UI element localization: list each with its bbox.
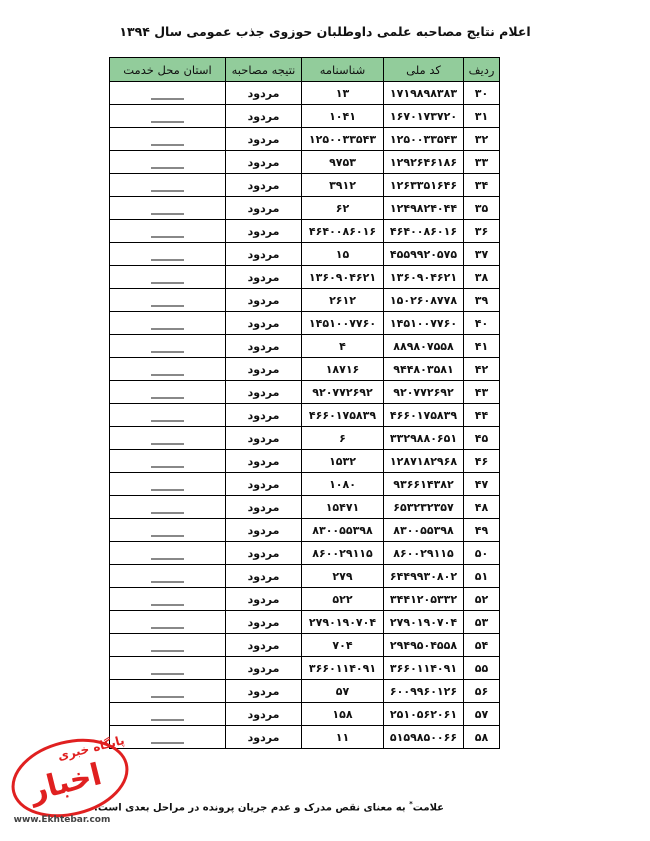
cell-result: مردود [226, 220, 302, 243]
cell-row-number: ۳۲ [464, 128, 500, 151]
cell-certificate: ۱۵۸ [302, 703, 384, 726]
footnote-prefix: علامت [412, 802, 444, 814]
cell-row-number: ۴۲ [464, 358, 500, 381]
cell-result: مردود [226, 519, 302, 542]
cell-certificate: ۱۵ [302, 243, 384, 266]
cell-certificate: ۳۹۱۲ [302, 174, 384, 197]
cell-province: ______ [110, 427, 226, 450]
cell-row-number: ۴۵ [464, 427, 500, 450]
cell-province: ______ [110, 496, 226, 519]
table-row [110, 266, 500, 289]
cell-result: مردود [226, 588, 302, 611]
cell-result: مردود [226, 680, 302, 703]
cell-row-number: ۴۸ [464, 496, 500, 519]
cell-national-id: ۹۲۰۷۷۲۶۹۲ [384, 381, 464, 404]
cell-result: مردود [226, 450, 302, 473]
table-row [110, 542, 500, 565]
cell-certificate: ۵۷ [302, 680, 384, 703]
cell-result: مردود [226, 174, 302, 197]
cell-province: ______ [110, 473, 226, 496]
cell-national-id: ۱۶۷۰۱۷۳۷۲۰ [384, 105, 464, 128]
cell-certificate: ۱۰۸۰ [302, 473, 384, 496]
cell-result: مردود [226, 197, 302, 220]
cell-row-number: ۵۵ [464, 657, 500, 680]
cell-row-number: ۵۶ [464, 680, 500, 703]
cell-province: ______ [110, 151, 226, 174]
cell-national-id: ۸۶۰۰۲۹۱۱۵ [384, 542, 464, 565]
cell-province: ______ [110, 82, 226, 105]
cell-result: مردود [226, 151, 302, 174]
cell-row-number: ۵۰ [464, 542, 500, 565]
cell-result: مردود [226, 657, 302, 680]
cell-province: ______ [110, 128, 226, 151]
table-row [110, 634, 500, 657]
cell-result: مردود [226, 105, 302, 128]
table-row [110, 289, 500, 312]
cell-row-number: ۴۰ [464, 312, 500, 335]
cell-province: ______ [110, 197, 226, 220]
table-row [110, 473, 500, 496]
table-row [110, 220, 500, 243]
cell-national-id: ۵۱۵۹۸۵۰۰۶۶ [384, 726, 464, 749]
table-row [110, 427, 500, 450]
cell-row-number: ۳۵ [464, 197, 500, 220]
watermark-url: www.Ekhtebar.com [13, 815, 111, 825]
cell-certificate: ۱۰۴۱ [302, 105, 384, 128]
cell-province: ______ [110, 450, 226, 473]
cell-national-id: ۱۵۰۲۶۰۸۷۷۸ [384, 289, 464, 312]
table-header-row [110, 58, 500, 82]
cell-national-id: ۱۲۸۷۱۸۲۹۶۸ [384, 450, 464, 473]
cell-province: ______ [110, 565, 226, 588]
cell-national-id: ۳۶۶۰۱۱۴۰۹۱ [384, 657, 464, 680]
cell-row-number: ۵۴ [464, 634, 500, 657]
cell-national-id: ۴۵۵۹۹۲۰۵۷۵ [384, 243, 464, 266]
table-row [110, 82, 500, 105]
cell-row-number: ۵۸ [464, 726, 500, 749]
table-row [110, 335, 500, 358]
cell-result: مردود [226, 289, 302, 312]
cell-national-id: ۲۵۱۰۵۶۲۰۶۱ [384, 703, 464, 726]
results-table [109, 57, 500, 749]
cell-row-number: ۴۹ [464, 519, 500, 542]
table-row [110, 703, 500, 726]
cell-row-number: ۳۰ [464, 82, 500, 105]
cell-province: ______ [110, 404, 226, 427]
cell-certificate: ۴ [302, 335, 384, 358]
cell-row-number: ۵۱ [464, 565, 500, 588]
cell-result: مردود [226, 565, 302, 588]
table-row [110, 680, 500, 703]
cell-province: ______ [110, 312, 226, 335]
cell-row-number: ۳۶ [464, 220, 500, 243]
cell-national-id: ۶۴۴۹۹۳۰۸۰۲ [384, 565, 464, 588]
cell-row-number: ۳۱ [464, 105, 500, 128]
cell-province: ______ [110, 335, 226, 358]
cell-certificate: ۸۶۰۰۲۹۱۱۵ [302, 542, 384, 565]
cell-certificate: ۱۳۶۰۹۰۴۶۲۱ [302, 266, 384, 289]
cell-row-number: ۳۹ [464, 289, 500, 312]
cell-certificate: ۲۷۹ [302, 565, 384, 588]
header-certificate: شناسنامه [302, 58, 384, 82]
table-row [110, 105, 500, 128]
header-result: نتیجه مصاحبه [226, 58, 302, 82]
cell-province: ______ [110, 680, 226, 703]
cell-certificate: ۸۳۰۰۵۵۳۹۸ [302, 519, 384, 542]
cell-province: ______ [110, 542, 226, 565]
table-row [110, 151, 500, 174]
cell-national-id: ۱۲۹۲۶۴۶۱۸۶ [384, 151, 464, 174]
cell-certificate: ۲۷۹۰۱۹۰۷۰۴ [302, 611, 384, 634]
cell-province: ______ [110, 726, 226, 749]
cell-row-number: ۴۶ [464, 450, 500, 473]
cell-province: ______ [110, 243, 226, 266]
cell-certificate: ۱۲۵۰۰۳۳۵۴۳ [302, 128, 384, 151]
cell-row-number: ۳۷ [464, 243, 500, 266]
cell-result: مردود [226, 703, 302, 726]
cell-row-number: ۴۳ [464, 381, 500, 404]
footnote-mark: * [409, 800, 413, 808]
cell-province: ______ [110, 519, 226, 542]
cell-result: مردود [226, 404, 302, 427]
cell-certificate: ۶ [302, 427, 384, 450]
cell-certificate: ۶۲ [302, 197, 384, 220]
cell-national-id: ۸۳۰۰۵۵۳۹۸ [384, 519, 464, 542]
cell-province: ______ [110, 611, 226, 634]
cell-certificate: ۱۵۴۷۱ [302, 496, 384, 519]
table-row [110, 404, 500, 427]
table-row [110, 128, 500, 151]
cell-result: مردود [226, 312, 302, 335]
header-province: استان محل خدمت [110, 58, 226, 82]
cell-national-id: ۳۳۲۹۸۸۰۶۵۱ [384, 427, 464, 450]
cell-province: ______ [110, 266, 226, 289]
cell-result: مردود [226, 542, 302, 565]
cell-result: مردود [226, 634, 302, 657]
cell-result: مردود [226, 82, 302, 105]
cell-national-id: ۹۴۴۸۰۳۵۸۱ [384, 358, 464, 381]
cell-certificate: ۹۲۰۷۷۲۶۹۲ [302, 381, 384, 404]
cell-national-id: ۱۳۶۰۹۰۴۶۲۱ [384, 266, 464, 289]
cell-national-id: ۱۴۵۱۰۰۷۷۶۰ [384, 312, 464, 335]
table-row [110, 358, 500, 381]
cell-province: ______ [110, 588, 226, 611]
cell-result: مردود [226, 358, 302, 381]
cell-certificate: ۱۵۳۲ [302, 450, 384, 473]
table-row [110, 450, 500, 473]
cell-result: مردود [226, 427, 302, 450]
cell-certificate: ۱۱ [302, 726, 384, 749]
table-row [110, 174, 500, 197]
cell-national-id: ۲۹۴۹۵۰۴۵۵۸ [384, 634, 464, 657]
cell-result: مردود [226, 243, 302, 266]
table-row [110, 588, 500, 611]
table-row [110, 496, 500, 519]
footnote-text: به معنای نقص مدرک و عدم جریان پرونده در مراحل بعدی است. [94, 802, 410, 814]
cell-certificate: ۴۶۴۰۰۸۶۰۱۶ [302, 220, 384, 243]
cell-national-id: ۱۷۱۹۸۹۸۳۸۳ [384, 82, 464, 105]
cell-certificate: ۹۷۵۳ [302, 151, 384, 174]
cell-province: ______ [110, 289, 226, 312]
cell-result: مردود [226, 266, 302, 289]
cell-result: مردود [226, 496, 302, 519]
cell-row-number: ۳۸ [464, 266, 500, 289]
cell-province: ______ [110, 703, 226, 726]
cell-certificate: ۷۰۴ [302, 634, 384, 657]
cell-result: مردود [226, 381, 302, 404]
cell-result: مردود [226, 128, 302, 151]
cell-national-id: ۶۵۳۲۳۲۳۵۷ [384, 496, 464, 519]
cell-certificate: ۱۸۷۱۶ [302, 358, 384, 381]
cell-row-number: ۵۳ [464, 611, 500, 634]
table-row [110, 611, 500, 634]
cell-row-number: ۵۷ [464, 703, 500, 726]
page-title: اعلام نتایج مصاحبه علمی داوطلبان حوزوی جذب عمومی سال ۱۳۹۴ [119, 24, 531, 39]
cell-certificate: ۱۴۵۱۰۰۷۷۶۰ [302, 312, 384, 335]
cell-province: ______ [110, 105, 226, 128]
cell-national-id: ۹۳۶۶۱۴۳۸۲ [384, 473, 464, 496]
cell-row-number: ۴۷ [464, 473, 500, 496]
table-body [110, 82, 500, 749]
cell-province: ______ [110, 381, 226, 404]
header-national-id: کد ملی [384, 58, 464, 82]
table-row [110, 519, 500, 542]
cell-national-id: ۱۲۴۹۸۲۴۰۴۴ [384, 197, 464, 220]
watermark-line2: اخبار [26, 757, 106, 809]
cell-province: ______ [110, 634, 226, 657]
header-row-number: ردیف [464, 58, 500, 82]
cell-row-number: ۴۴ [464, 404, 500, 427]
cell-certificate: ۲۶۱۲ [302, 289, 384, 312]
cell-national-id: ۱۲۶۳۳۵۱۶۴۶ [384, 174, 464, 197]
cell-row-number: ۵۲ [464, 588, 500, 611]
table-row [110, 243, 500, 266]
cell-result: مردود [226, 726, 302, 749]
cell-national-id: ۶۰۰۹۹۶۰۱۲۶ [384, 680, 464, 703]
cell-province: ______ [110, 358, 226, 381]
cell-certificate: ۱۳ [302, 82, 384, 105]
table-row [110, 312, 500, 335]
table-row [110, 565, 500, 588]
cell-national-id: ۴۶۶۰۱۷۵۸۳۹ [384, 404, 464, 427]
cell-national-id: ۴۶۴۰۰۸۶۰۱۶ [384, 220, 464, 243]
cell-province: ______ [110, 220, 226, 243]
table-row [110, 197, 500, 220]
ekhtebar-watermark-logo [4, 718, 154, 828]
cell-row-number: ۳۳ [464, 151, 500, 174]
cell-result: مردود [226, 473, 302, 496]
cell-national-id: ۸۸۹۸۰۷۵۵۸ [384, 335, 464, 358]
cell-certificate: ۴۶۶۰۱۷۵۸۳۹ [302, 404, 384, 427]
cell-national-id: ۲۷۹۰۱۹۰۷۰۴ [384, 611, 464, 634]
cell-national-id: ۱۲۵۰۰۳۳۵۴۳ [384, 128, 464, 151]
cell-national-id: ۳۴۴۱۲۰۵۳۳۲ [384, 588, 464, 611]
cell-certificate: ۵۲۲ [302, 588, 384, 611]
watermark-line1: پایگاه خبری [56, 733, 126, 764]
cell-row-number: ۴۱ [464, 335, 500, 358]
cell-certificate: ۳۶۶۰۱۱۴۰۹۱ [302, 657, 384, 680]
cell-province: ______ [110, 657, 226, 680]
table-row [110, 381, 500, 404]
cell-result: مردود [226, 335, 302, 358]
cell-row-number: ۳۴ [464, 174, 500, 197]
table-row [110, 657, 500, 680]
table-row [110, 726, 500, 749]
cell-province: ______ [110, 174, 226, 197]
cell-result: مردود [226, 611, 302, 634]
